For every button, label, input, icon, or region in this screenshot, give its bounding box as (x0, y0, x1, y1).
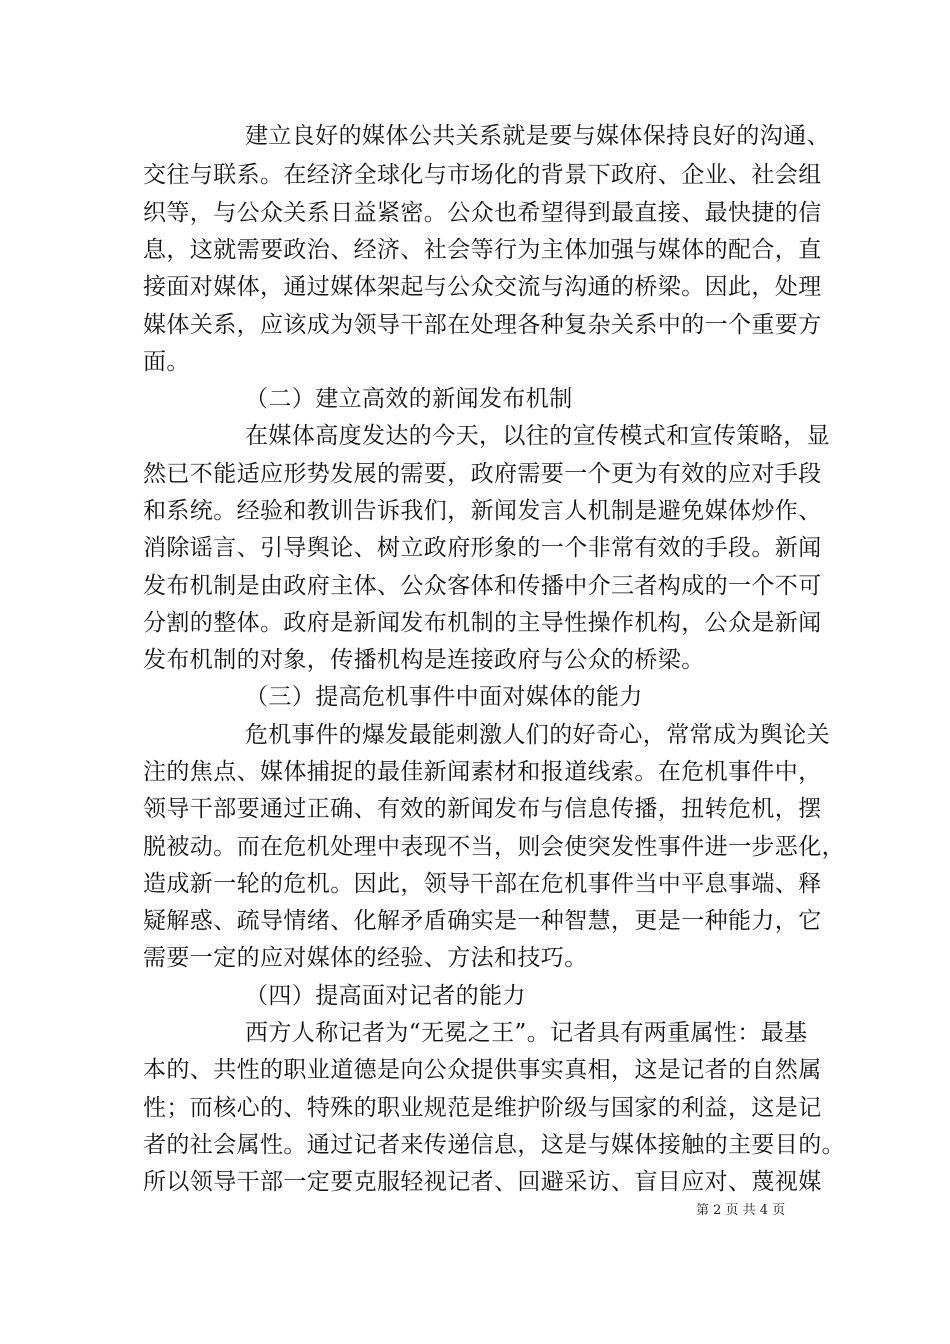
paragraph-4-line-2: 本的、共性的职业道德是向公众提供事实真相，这是记者的自然属 (143, 1057, 822, 1083)
paragraph-1-line-6: 媒体关系，应该成为领导干部在处理各种复杂关系中的一个重要方 (143, 312, 822, 338)
paragraph-3-line-4: 脱被动。而在危机处理中表现不当，则会使突发性事件进一步恶化， (143, 834, 845, 860)
paragraph-2-line-2: 然已不能适应形势发展的需要，政府需要一个更为有效的应对手段 (143, 461, 822, 487)
paragraph-4-line-4: 者的社会属性。通过记者来传递信息，这是与媒体接触的主要目的。 (143, 1132, 845, 1158)
paragraph-3-line-5: 造成新一轮的危机。因此，领导干部在危机事件当中平息事端、释 (143, 871, 822, 897)
paragraph-2-line-6: 分割的整体。政府是新闻发布机制的主导性操作机构，公众是新闻 (143, 610, 822, 636)
section-heading-3: （三）提高危机事件中面对媒体的能力 (245, 684, 643, 710)
paragraph-1-line-3: 织等，与公众关系日益紧密。公众也希望得到最直接、最快捷的信 (143, 200, 822, 226)
paragraph-1-line-7: 面。 (143, 349, 190, 375)
paragraph-1-line-5: 接面对媒体，通过媒体架起与公众交流与沟通的桥梁。因此，处理 (143, 274, 822, 300)
paragraph-2-line-4: 消除谣言、引导舆论、树立政府形象的一个非常有效的手段。新闻 (143, 535, 822, 561)
paragraph-4-line-5: 所以领导干部一定要克服轻视记者、回避采访、盲目应对、蔑视媒 (143, 1169, 822, 1195)
paragraph-3-line-1: 危机事件的爆发最能刺激人们的好奇心，常常成为舆论关 (245, 722, 830, 748)
paragraph-2-line-1: 在媒体高度发达的今天，以往的宣传模式和宣传策略，显 (245, 423, 830, 449)
section-heading-2: （二）建立高效的新闻发布机制 (245, 386, 573, 412)
paragraph-1-line-1: 建立良好的媒体公共关系就是要与媒体保持良好的沟通、 (245, 123, 830, 149)
paragraph-2-line-3: 和系统。经验和教训告诉我们，新闻发言人机制是避免媒体炒作、 (143, 498, 822, 524)
paragraph-1-line-2: 交往与联系。在经济全球化与市场化的背景下政府、企业、社会组 (143, 162, 822, 188)
paragraph-3-line-7: 需要一定的应对媒体的经验、方法和技巧。 (143, 945, 588, 971)
paragraph-1-line-4: 息，这就需要政治、经济、社会等行为主体加强与媒体的配合，直 (143, 237, 822, 263)
paragraph-3-line-3: 领导干部要通过正确、有效的新闻发布与信息传播，扭转危机，摆 (143, 796, 822, 822)
page-number-footer: 第 2 页 共 4 页 (696, 1203, 786, 1218)
paragraph-3-line-6: 疑解惑、疏导情绪、化解矛盾确实是一种智慧，更是一种能力，它 (143, 908, 822, 934)
paragraph-4-line-3: 性；而核心的、特殊的职业规范是维护阶级与国家的利益，这是记 (143, 1095, 822, 1121)
paragraph-3-line-2: 注的焦点、媒体捕捉的最佳新闻素材和报道线索。在危机事件中， (143, 759, 822, 785)
section-heading-4: （四）提高面对记者的能力 (245, 983, 526, 1009)
paragraph-2-line-5: 发布机制是由政府主体、公众客体和传播中介三者构成的一个不可 (143, 573, 822, 599)
paragraph-4-line-1: 西方人称记者为“无冕之王”。记者具有两重属性：最基 (245, 1020, 808, 1046)
paragraph-2-line-7: 发布机制的对象，传播机构是连接政府与公众的桥梁。 (143, 647, 705, 673)
